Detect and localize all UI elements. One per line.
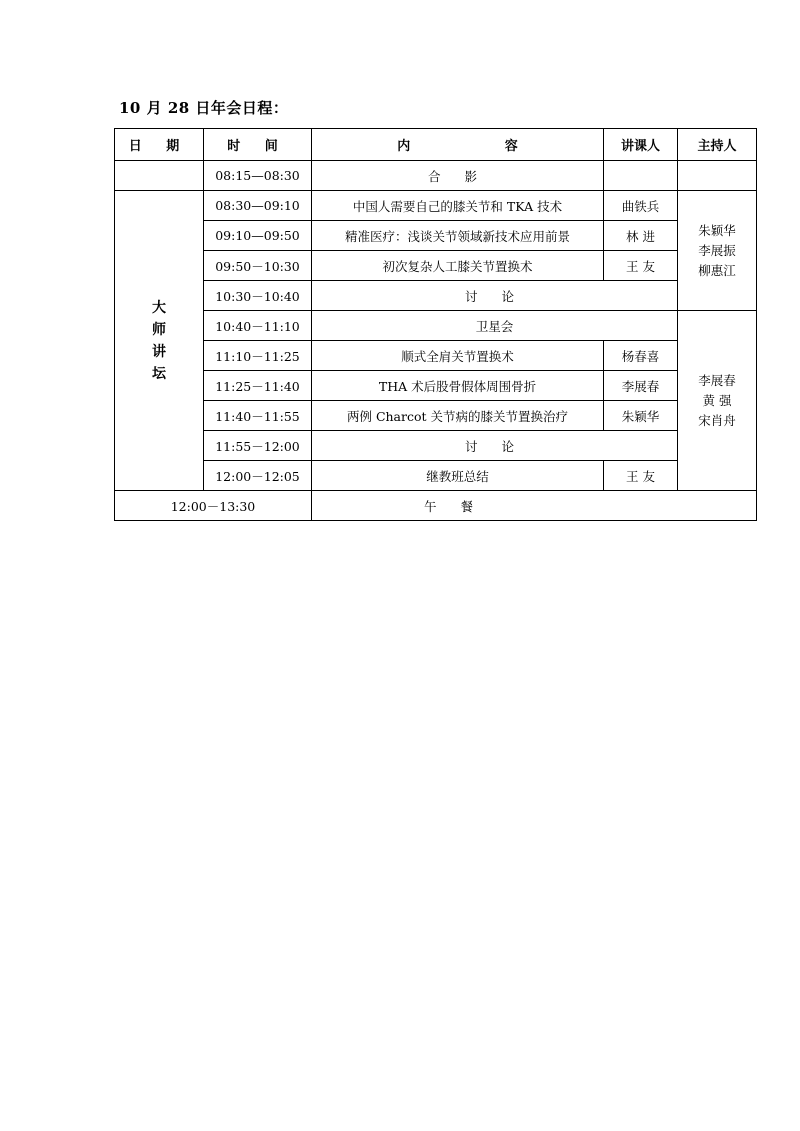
speaker-cell: 王 友 bbox=[604, 251, 678, 281]
host-cell-empty bbox=[678, 161, 757, 191]
speaker-cell: 林 进 bbox=[604, 221, 678, 251]
host-name: 李展振 bbox=[698, 242, 736, 258]
table-row bbox=[115, 401, 757, 431]
host-name: 黄 强 bbox=[702, 392, 732, 408]
host-name: 李展春 bbox=[698, 372, 736, 388]
table-row bbox=[115, 251, 757, 281]
table-header-row bbox=[115, 129, 757, 161]
header-date: 日 期 bbox=[115, 129, 204, 161]
time-cell: 11:55－12:00 bbox=[204, 431, 312, 461]
table-row bbox=[115, 221, 757, 251]
content-cell: 中国人需要自己的膝关节和 TKA 技术 bbox=[312, 191, 604, 221]
content-cell: 精准医疗：浅谈关节领域新技术应用前景 bbox=[312, 221, 604, 251]
lunch-content-cell: 午 餐 bbox=[312, 491, 757, 521]
table-row bbox=[115, 491, 757, 521]
time-cell: 11:25－11:40 bbox=[204, 371, 312, 401]
table-row bbox=[115, 371, 757, 401]
host-cell-group1 bbox=[678, 191, 757, 311]
speaker-cell: 朱颖华 bbox=[604, 401, 678, 431]
speaker-cell: 曲铁兵 bbox=[604, 191, 678, 221]
table-row bbox=[115, 191, 757, 221]
table-row bbox=[115, 341, 757, 371]
content-cell: 继教班总结 bbox=[312, 461, 604, 491]
table-row bbox=[115, 281, 757, 311]
host-cell-group2 bbox=[678, 311, 757, 491]
time-cell: 10:30－10:40 bbox=[204, 281, 312, 311]
host-name: 柳惠江 bbox=[698, 262, 736, 278]
time-cell: 11:40－11:55 bbox=[204, 401, 312, 431]
session-char: 大 bbox=[152, 299, 166, 316]
speaker-cell: 王 友 bbox=[604, 461, 678, 491]
table-row bbox=[115, 311, 757, 341]
table-row bbox=[115, 461, 757, 491]
time-cell: 08:15—08:30 bbox=[204, 161, 312, 191]
time-cell: 09:50－10:30 bbox=[204, 251, 312, 281]
schedule-table bbox=[114, 128, 757, 521]
content-cell: 两例 Charcot 关节病的膝关节置换治疗 bbox=[312, 401, 604, 431]
table-row bbox=[115, 161, 757, 191]
table-row bbox=[115, 431, 757, 461]
session-char: 师 bbox=[152, 321, 166, 338]
session-label bbox=[115, 191, 204, 491]
content-cell: THA 术后股骨假体周围骨折 bbox=[312, 371, 604, 401]
time-cell: 08:30—09:10 bbox=[204, 191, 312, 221]
header-host: 主持人 bbox=[678, 129, 757, 161]
session-char: 坛 bbox=[152, 365, 166, 382]
speaker-cell bbox=[604, 161, 678, 191]
time-cell: 11:10－11:25 bbox=[204, 341, 312, 371]
content-cell: 顺式全肩关节置换术 bbox=[312, 341, 604, 371]
discussion-cell: 讨 论 bbox=[312, 431, 678, 461]
satellite-cell: 卫星会 bbox=[312, 311, 678, 341]
discussion-cell: 讨 论 bbox=[312, 281, 678, 311]
date-cell-empty bbox=[115, 161, 204, 191]
session-char: 讲 bbox=[152, 343, 166, 360]
host-name: 朱颖华 bbox=[698, 222, 736, 238]
schedule-title: 10 月 28 日年会日程： bbox=[119, 99, 289, 117]
speaker-cell: 李展春 bbox=[604, 371, 678, 401]
header-content: 内 容 bbox=[312, 129, 604, 161]
host-name: 宋肖舟 bbox=[698, 412, 736, 428]
header-time: 时 间 bbox=[204, 129, 312, 161]
header-speaker: 讲课人 bbox=[604, 129, 678, 161]
speaker-cell: 杨春喜 bbox=[604, 341, 678, 371]
time-cell: 10:40－11:10 bbox=[204, 311, 312, 341]
time-cell: 12:00－12:05 bbox=[204, 461, 312, 491]
lunch-time-cell: 12:00－13:30 bbox=[115, 491, 312, 521]
time-cell: 09:10—09:50 bbox=[204, 221, 312, 251]
content-cell: 初次复杂人工膝关节置换术 bbox=[312, 251, 604, 281]
content-cell: 合 影 bbox=[312, 161, 604, 191]
